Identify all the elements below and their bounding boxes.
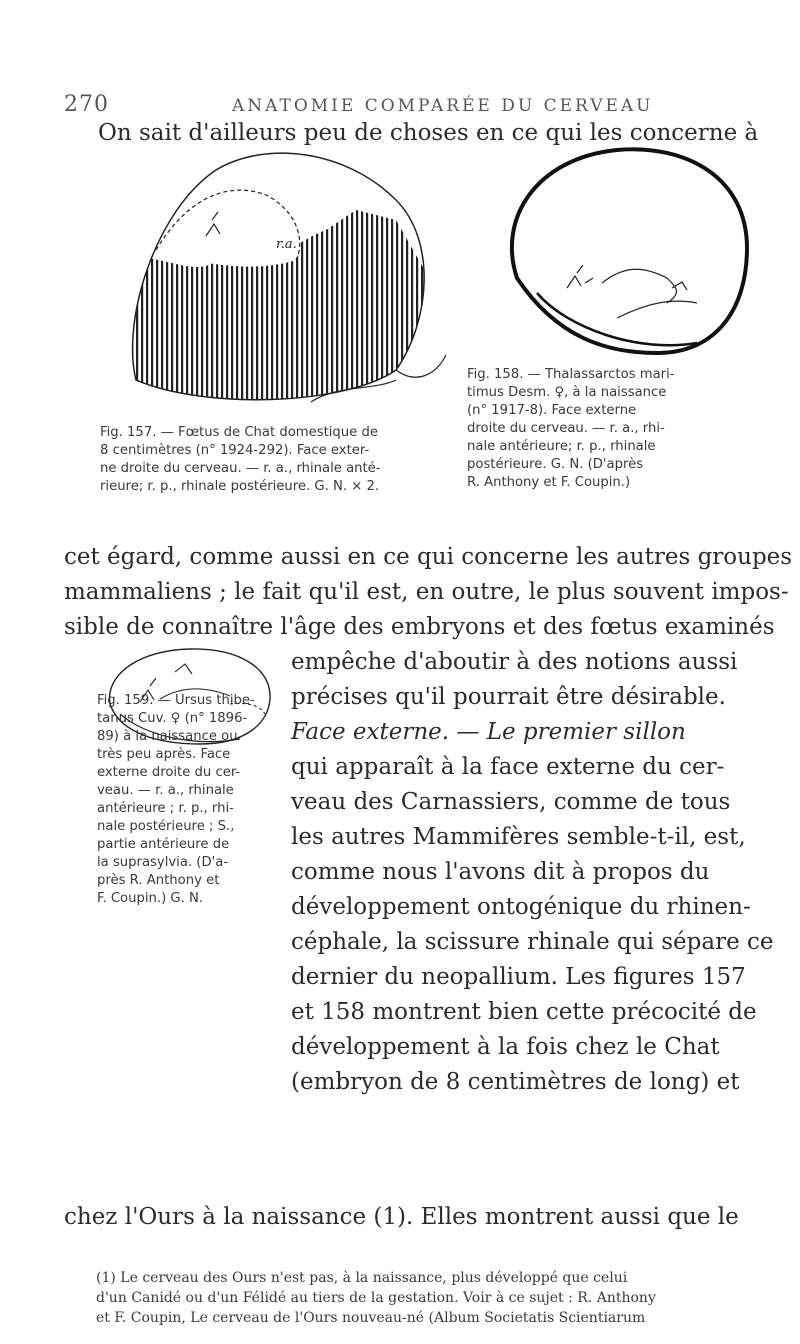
fig157-caption-line: 8 centimètres (n° 1924-292). Face exter- [100,443,370,458]
body-line: céphale, la scissure rhinale qui sépare ce [291,929,774,955]
body-line: dernier du neopallium. Les figures 157 [291,964,746,990]
fig159-caption-line: tanus Cuv. ♀ (n° 1896- [97,711,248,726]
fig159-caption-line: antérieure ; r. p., rhi- [97,801,234,816]
fig158-caption-line: postérieure. G. N. (D'après [467,457,644,472]
body-line: comme nous l'avons dit à propos du [291,859,710,885]
body-line: sible de connaître l'âge des embryons et des fœtus examinés [64,614,775,640]
body-line: mammaliens ; le fait qu'il est, en outre, le plus souvent impos- [64,579,789,605]
body-line: (embryon de 8 centimètres de long) et [291,1069,740,1095]
body-line: empêche d'aboutir à des notions aussi [291,649,738,675]
fig157-caption [100,424,460,496]
fig157-label-ra: r.a. [276,237,297,252]
fig158-caption [467,366,767,492]
footnote-line: d'un Canidé ou d'un Félidé au tiers de la gestation. Voir à ce sujet : R. Anthony [96,1290,656,1306]
fig159-caption-line: partie antérieure de [97,837,230,852]
body-line: développement à la fois chez le Chat [291,1034,720,1060]
fig158-caption-line: droite du cerveau. — r. a., rhi- [467,421,665,436]
fig158-caption-line: Fig. 158. — Thalassarctos mari- [467,367,675,382]
fig159-caption-line: veau. — r. a., rhinale [97,783,234,798]
fig159-caption-line: Fig. 159. — Ursus thibe- [97,693,255,708]
fig157-caption-line: ne droite du cerveau. — r. a., rhinale anté- [100,461,381,476]
fig158-caption-line: timus Desm. ♀, à la naissance [467,385,667,400]
intro-line: On sait d'ailleurs peu de choses en ce qui les concerne à [98,120,759,146]
body-line: les autres Mammifères semble-t-il, est, [291,824,746,850]
fig159-caption-line: près R. Anthony et [97,873,220,888]
fig157-caption-line: rieure; r. p., rhinale postérieure. G. N. × 2. [100,479,380,494]
body-last-line: chez l'Ours à la naissance (1). Elles montrent aussi que le [64,1204,739,1230]
footnote-line: (1) Le cerveau des Ours n'est pas, à la naissance, plus développé que celui [96,1270,628,1286]
fig157-brain-illustration [96,140,456,418]
fig157-caption-line: Fig. 157. — Fœtus de Chat domestique de [100,425,378,440]
body-line: cet égard, comme aussi en ce qui concerne les autres groupes [64,544,793,570]
fig159-caption-line: F. Coupin.) G. N. [97,891,204,906]
fig159-caption [97,692,287,908]
fig159-caption-line: externe droite du cer- [97,765,241,780]
body-line: qui apparaît à la face externe du cer- [291,754,725,780]
page-number: 270 [64,92,109,117]
running-title: ANATOMIE COMPARÉE DU CERVEAU [232,96,654,116]
body-full-lines [64,540,792,645]
body-line: Face externe. — Le premier sillon [291,719,686,745]
body-line: veau des Carnassiers, comme de tous [291,789,731,815]
body-line: précises qu'il pourrait être désirable. [291,684,726,710]
fig159-caption-line: très peu après. Face [97,747,231,762]
fig158-caption-line: (n° 1917-8). Face externe [467,403,637,418]
fig159-caption-line: nale postérieure ; S., [97,819,235,834]
fig159-caption-line: la suprasylvia. (D'a- [97,855,229,870]
fig159-caption-line: 89) à la naissance ou [97,729,238,744]
fig158-caption-line: R. Anthony et F. Coupin.) [467,475,631,490]
footnote [96,1268,656,1328]
body-line: développement ontogénique du rhinen- [291,894,751,920]
fig158-caption-line: nale antérieure; r. p., rhinale [467,439,656,454]
fig158-brain-illustration [497,138,759,360]
body-line: et 158 montrent bien cette précocité de [291,999,757,1025]
body-indented-lines [291,645,774,1100]
footnote-line: et F. Coupin, Le cerveau de l'Ours nouveau-né (Album Societatis Scientiarum [96,1310,646,1326]
